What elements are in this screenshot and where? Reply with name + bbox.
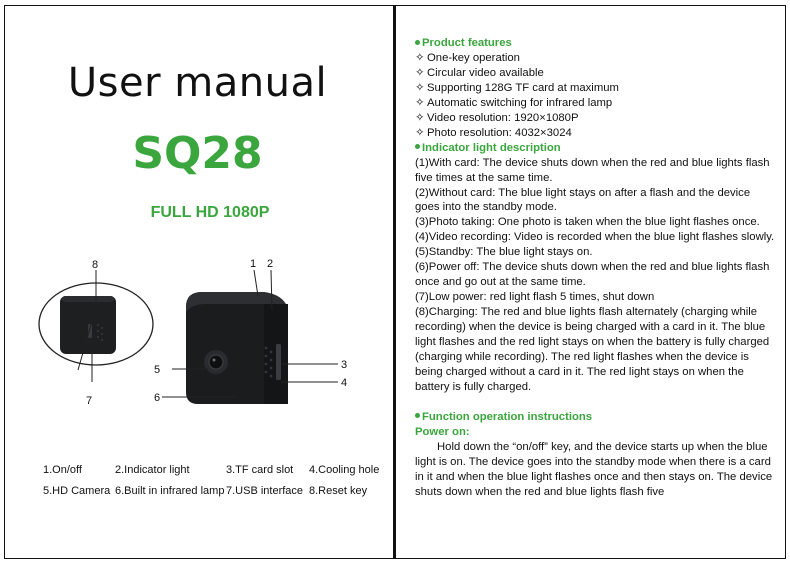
- camera-lens: [209, 355, 223, 369]
- indicator-item: (4)Video recording: Video is recorded when the blue light flashes slowly.: [415, 231, 775, 244]
- tf-card-slot: [276, 344, 281, 380]
- callout-2: 2: [267, 258, 274, 270]
- callout-8: 8: [92, 259, 99, 271]
- resolution-subtitle: FULL HD 1080P: [150, 204, 270, 221]
- legend-item: 6.Built in infrared lamp: [115, 485, 225, 497]
- legend-item: 8.Reset key: [309, 485, 368, 497]
- sparkle-icon: ✧: [415, 66, 425, 79]
- callout-3: 3: [341, 359, 348, 371]
- feature-item: ✧ Photo resolution: 4032×3024: [415, 126, 572, 139]
- sparkle-icon: ✧: [415, 126, 425, 139]
- callout-5: 5: [154, 364, 161, 376]
- camera-illustration: [36, 252, 376, 412]
- indicator-item: (5)Standby: The blue light stays on.: [415, 246, 593, 259]
- callout-1: 1: [250, 258, 257, 270]
- feature-item: ✧ Supporting 128G TF card at maximum: [415, 81, 619, 94]
- feature-item: ✧ Automatic switching for infrared lamp: [415, 96, 613, 109]
- power-on-text: Hold down the “on/off” key, and the device starts up when the blue light is on. The device goes into the standby mode when there is a card in it and when the blue light flashes once and then stays on. The device shuts down when the red and blue lights flash five: [415, 440, 773, 498]
- indicator-item: (7)Low power: red light flash 5 times, shut down: [415, 291, 655, 304]
- legend-item: 3.TF card slot: [226, 464, 294, 476]
- feature-item: ✧ Circular video available: [415, 66, 544, 79]
- features-heading: Product features: [415, 36, 775, 51]
- manual-title: User manual: [67, 60, 328, 106]
- sparkle-icon: ✧: [415, 81, 425, 94]
- legend-item: 4.Cooling hole: [309, 464, 380, 476]
- instructions-column: [415, 36, 775, 500]
- callout-4: 4: [341, 377, 348, 389]
- inset-camera-side: [60, 296, 116, 354]
- indicator-heading: Indicator light description: [415, 141, 775, 156]
- power-on-heading: Power on:: [415, 425, 470, 438]
- sparkle-icon: ✧: [415, 111, 425, 124]
- usb-port: [88, 324, 92, 338]
- section-gap: [415, 395, 775, 410]
- feature-item: ✧ One-key operation: [415, 51, 520, 64]
- indicator-item: (1)With card: The device shuts down when the red and blue lights flash five times at the same time.: [415, 156, 770, 184]
- indicator-item: (3)Photo taking: One photo is taken when the blue light flashes once.: [415, 216, 760, 229]
- legend-item: 7.USB interface: [226, 485, 304, 497]
- sparkle-icon: ✧: [415, 51, 425, 64]
- bullet-dot-icon: [415, 40, 420, 45]
- bullet-dot-icon: [415, 144, 420, 149]
- legend-item: 2.Indicator light: [115, 464, 190, 476]
- legend-item: 5.HD Camera: [43, 485, 111, 497]
- legend-item: 1.On/off: [43, 464, 82, 476]
- bullet-dot-icon: [415, 413, 420, 418]
- model-name: SQ28: [132, 128, 263, 179]
- feature-item: ✧ Video resolution: 1920×1080P: [415, 111, 579, 124]
- indicator-item: (2)Without card: The blue light stays on after a flash and the device goes into the standby mode.: [415, 186, 751, 214]
- callout-6: 6: [154, 392, 161, 404]
- sparkle-icon: ✧: [415, 96, 425, 109]
- callout-7: 7: [86, 395, 93, 407]
- indicator-item: (6)Power off: The device shuts down when the red and blue lights flash once and go out at the same time.: [415, 261, 770, 289]
- function-heading: Function operation instructions: [415, 410, 775, 425]
- indicator-item: (8)Charging: The red and blue lights flash alternately (charging while recording) when the device is being charged with a card in it. The blue light flashes and the red light stays on when the battery is fully charged (charging while recording). The red light flashes when the device is being charged without a card in it. The red light stays on when the battery is fully charged.: [415, 306, 770, 393]
